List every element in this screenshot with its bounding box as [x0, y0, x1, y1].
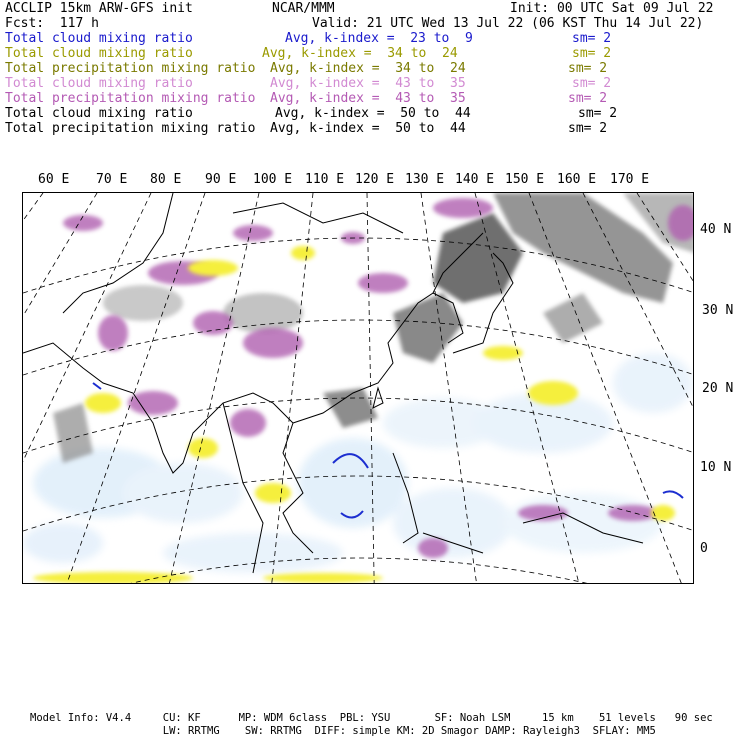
field-k-index: Avg, k-index = 34 to 24 — [262, 46, 458, 61]
longitude-label: 170 E — [610, 172, 650, 187]
model-info-line1: Model Info: V4.4 CU: KF MP: WDM 6class PBL: YSU SF: Noah LSM 15 km 51 levels 90 sec — [30, 712, 713, 724]
longitude-label: 140 E — [455, 172, 495, 187]
field-smoothing: sm= 2 — [568, 121, 608, 136]
longitude-label: 60 E — [38, 172, 70, 187]
field-k-index: Avg, k-index = 43 to 35 — [270, 91, 466, 106]
meridian-line — [66, 193, 205, 584]
meridian-line — [169, 193, 259, 584]
init-time: Init: 00 UTC Sat 09 Jul 22 — [510, 1, 714, 16]
map-canvas — [23, 193, 694, 584]
model-info-line2: LW: RRTMG SW: RRTMG DIFF: simple KM: 2D Smagor DAMP: Rayleigh3 SFLAY: MM5 — [30, 725, 656, 737]
field-name: Total precipitation mixing ratio — [5, 121, 256, 136]
longitude-label: 150 E — [505, 172, 545, 187]
field-smoothing: sm= 2 — [578, 106, 618, 121]
center-label: NCAR/MMM — [272, 1, 335, 16]
longitude-label: 70 E — [96, 172, 128, 187]
field-name: Total cloud mixing ratio — [5, 76, 193, 91]
field-k-index: Avg, k-index = 50 to 44 — [275, 106, 471, 121]
meridian-line — [23, 193, 43, 584]
longitude-label: 130 E — [405, 172, 445, 187]
meridian-line — [23, 193, 151, 584]
field-name: Total cloud mixing ratio — [5, 106, 193, 121]
longitude-label: 160 E — [557, 172, 597, 187]
model-title: ACCLIP 15km ARW-GFS init — [5, 1, 193, 16]
field-name: Total precipitation mixing ratio — [5, 91, 256, 106]
light-cloud-shading — [23, 353, 693, 573]
valid-time: Valid: 21 UTC Wed 13 Jul 22 (06 KST Thu 14 Jul 22) — [312, 16, 704, 31]
latitude-label: 10 N — [700, 460, 732, 475]
longitude-label: 100 E — [253, 172, 293, 187]
field-name: Total precipitation mixing ratio — [5, 61, 256, 76]
field-name: Total cloud mixing ratio — [5, 31, 193, 46]
field-smoothing: sm= 2 — [568, 91, 608, 106]
field-smoothing: sm= 2 — [572, 76, 612, 91]
field-smoothing: sm= 2 — [572, 31, 612, 46]
field-name: Total cloud mixing ratio — [5, 46, 193, 61]
longitude-label: 110 E — [305, 172, 345, 187]
field-k-index: Avg, k-index = 50 to 44 — [270, 121, 466, 136]
latitude-label: 30 N — [702, 303, 734, 318]
field-k-index: Avg, k-index = 43 to 35 — [270, 76, 466, 91]
field-smoothing: sm= 2 — [572, 46, 612, 61]
longitude-label: 80 E — [150, 172, 182, 187]
latitude-label: 20 N — [702, 381, 734, 396]
field-k-index: Avg, k-index = 34 to 24 — [270, 61, 466, 76]
longitude-label: 90 E — [205, 172, 237, 187]
longitude-label: 120 E — [355, 172, 395, 187]
latitude-label: 40 N — [700, 222, 732, 237]
field-k-index: Avg, k-index = 23 to 9 — [285, 31, 473, 46]
latitude-label: 0 — [700, 541, 708, 556]
forecast-hour: Fcst: 117 h — [5, 16, 99, 31]
forecast-map — [22, 192, 694, 584]
field-smoothing: sm= 2 — [568, 61, 608, 76]
